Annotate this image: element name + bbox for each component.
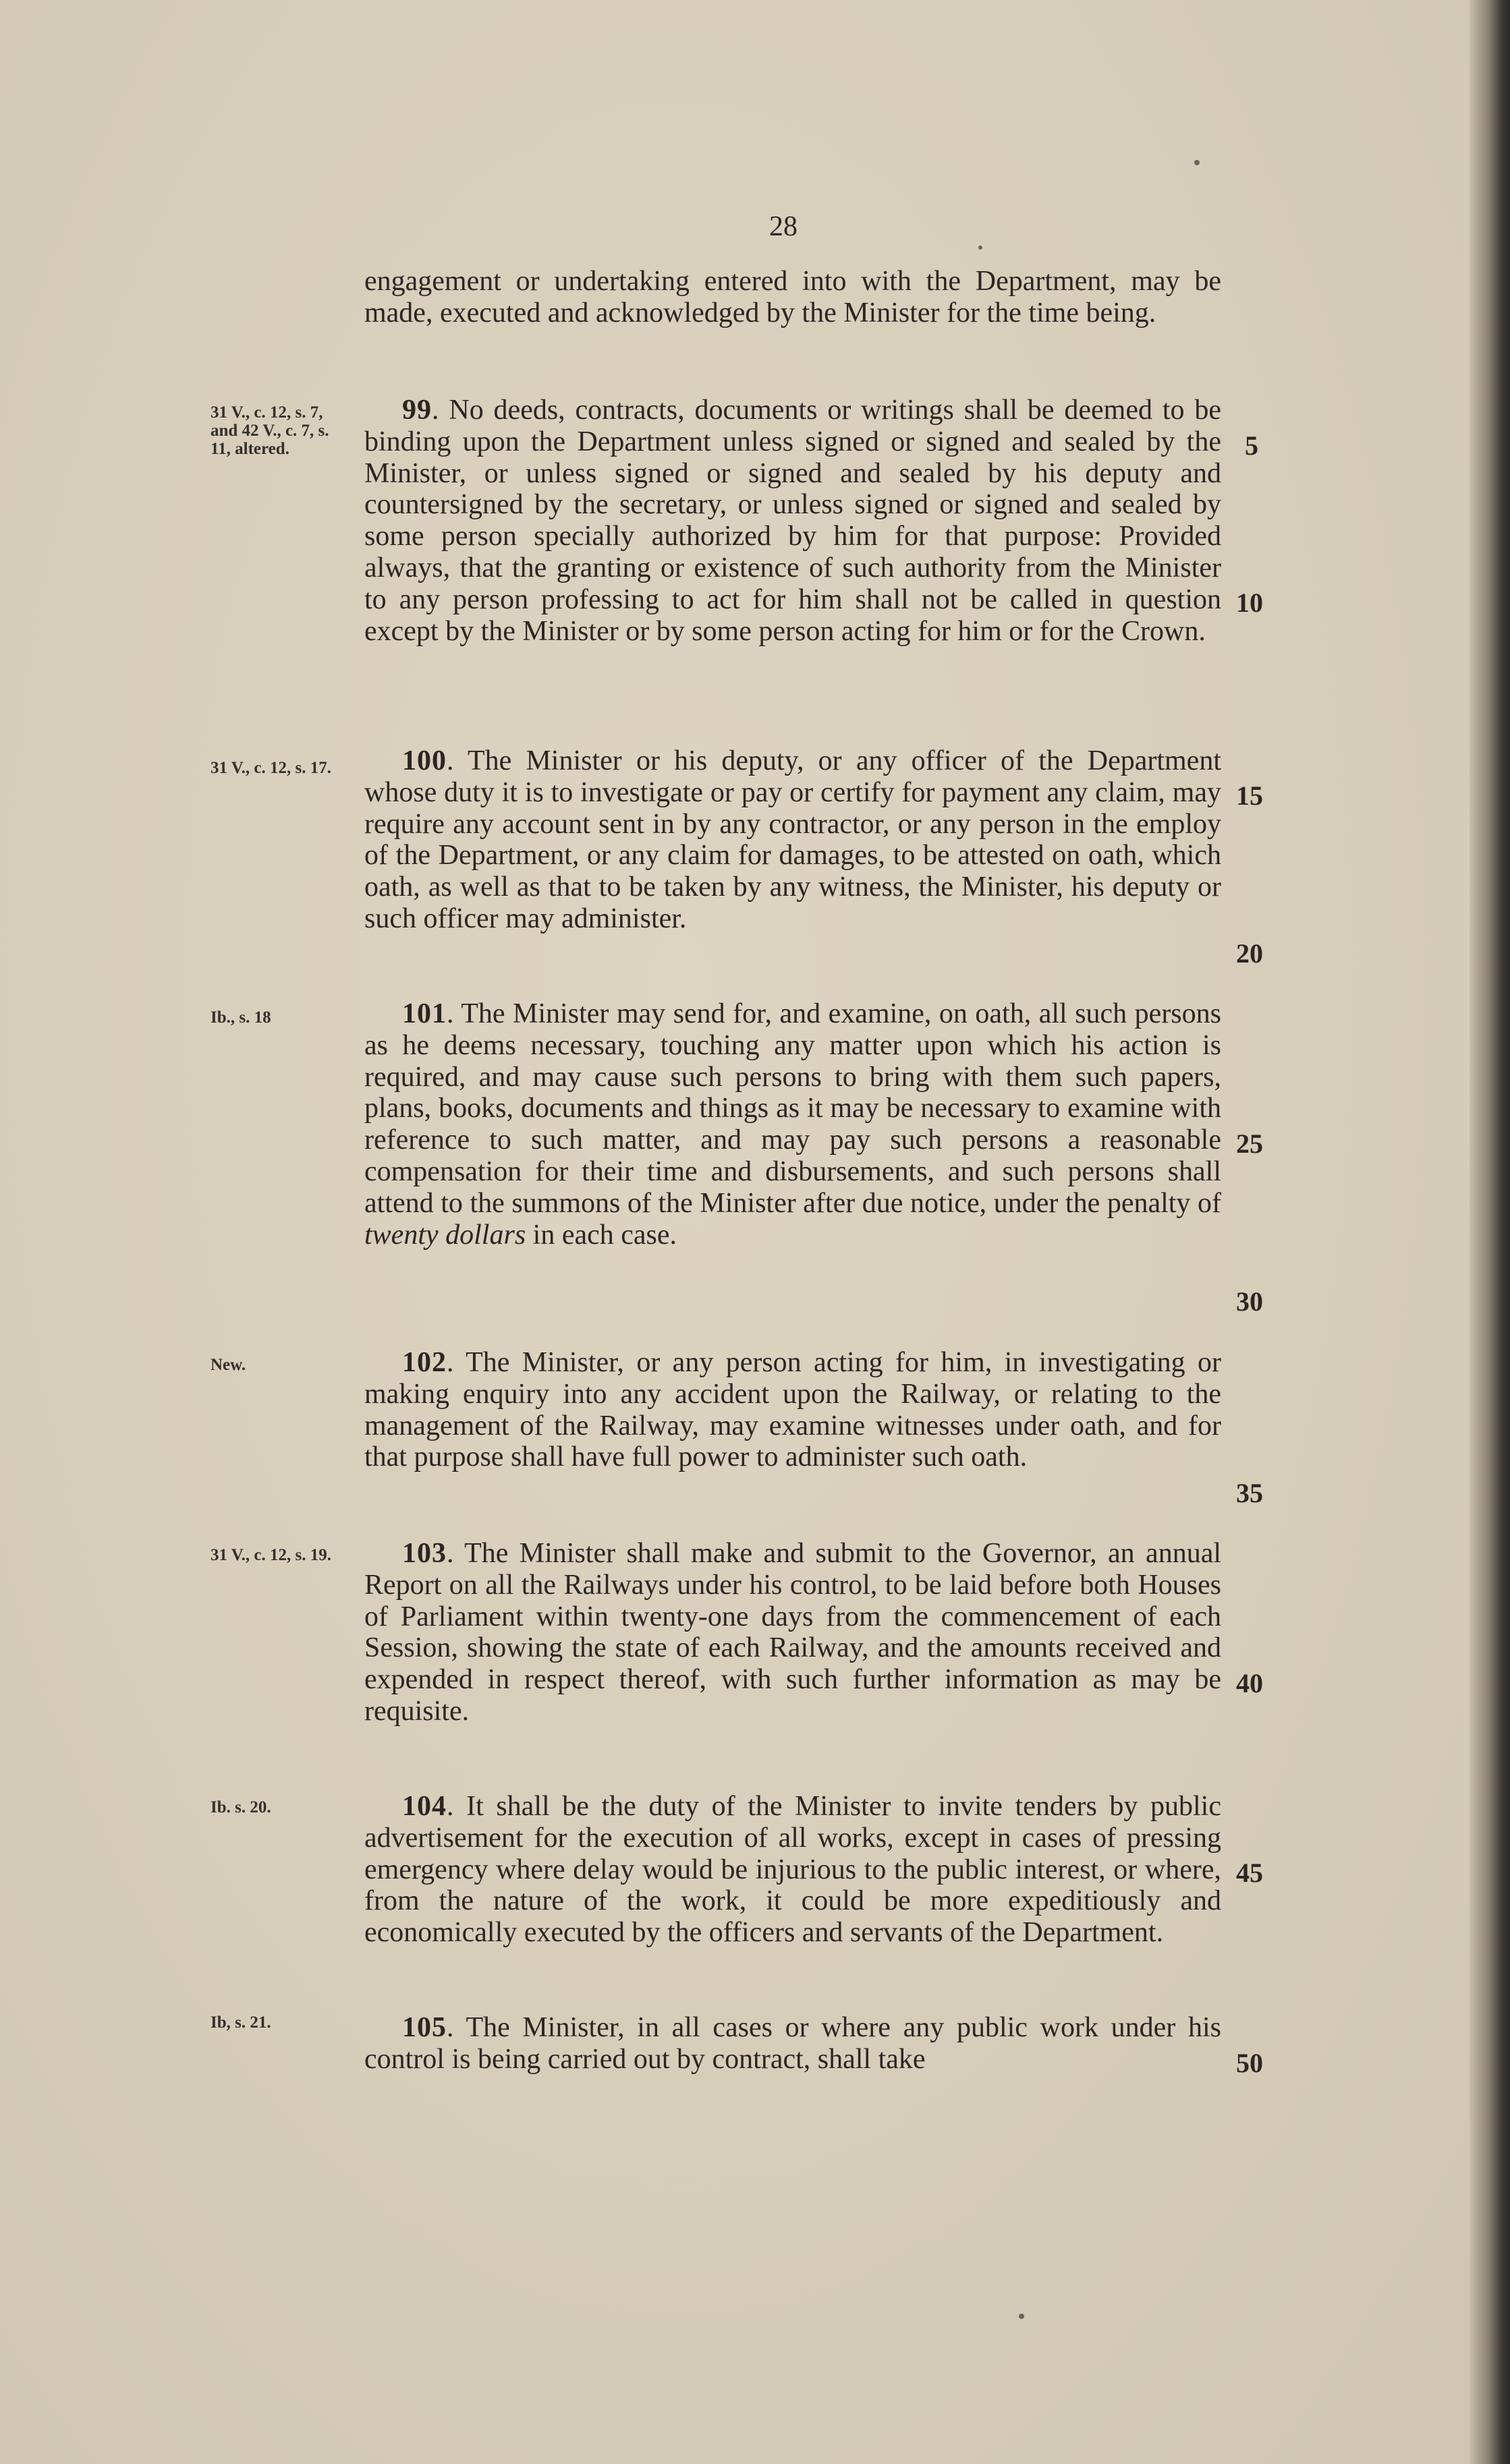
section-number-99: 99 — [402, 395, 432, 426]
margin-note-99: 31 V., c. 12, s. 7, and 42 V., c. 7, s. 11, altered. — [211, 403, 329, 458]
line-number-40: 40 — [1236, 1668, 1263, 1698]
section-101-text-a: . The Minister may send for, and examine, on oath, all such persons as he deems necessary, touching any matter upon which his action is required, and may cause such persons to bring with them such papers, plans, books, documents and things as it may be necessary to examine with reference to such matter, and may pay such persons a reasonable compensation for their time and disbursements, and such persons shall attend to the summons of the Minister after due notice, under the penalty of — [364, 998, 1221, 1219]
line-number-35: 35 — [1236, 1478, 1263, 1508]
margin-note-100: 31 V., c. 12, s. 17. — [211, 759, 331, 777]
margin-note-103: 31 V., c. 12, s. 19. — [211, 1546, 331, 1564]
page-number: 28 — [769, 211, 798, 242]
line-number-30: 30 — [1236, 1286, 1263, 1317]
margin-note-102: New. — [211, 1356, 246, 1374]
section-105-text: . The Minister, in all cases or where any public work under his control is being carried out by contract, shall take — [364, 2012, 1221, 2075]
section-104 — [364, 1791, 1221, 1949]
section-number-102: 102 — [402, 1347, 447, 1378]
section-101 — [364, 998, 1221, 1251]
section-105 — [364, 2012, 1221, 2075]
section-number-105: 105 — [402, 2012, 447, 2043]
section-102-text: . The Minister, or any person acting for him, in investigating or making enquiry into any accident upon the Railway, or relating to the management of the Railway, may examine witnesses under oath, and for that purpose shall have full power to administer such oath. — [364, 1347, 1221, 1473]
section-number-104: 104 — [402, 1791, 447, 1822]
paper-speck — [1194, 160, 1200, 165]
line-number-20: 20 — [1236, 938, 1263, 969]
paper-speck — [978, 246, 982, 250]
margin-note-101: Ib., s. 18 — [211, 1008, 271, 1027]
margin-note-104: Ib. s. 20. — [211, 1798, 271, 1816]
paper-speck — [1019, 2314, 1024, 2319]
section-101-penalty: twenty dollars — [364, 1219, 526, 1251]
margin-note-105: Ib, s. 21. — [211, 2013, 271, 2032]
line-number-50: 50 — [1236, 2048, 1263, 2078]
section-104-text: . It shall be the duty of the Minister to invite tenders by public advertisement for the execution of all works, except in cases of pressing emergency where delay would be injurious to the public interest, or where, from the nature of the work, it could be more expeditiously and economically executed by the officers and servants of the Department. — [364, 1791, 1221, 1949]
line-number-15: 15 — [1236, 780, 1263, 811]
section-101-text-b: in each case. — [526, 1219, 677, 1251]
section-102 — [364, 1347, 1221, 1473]
line-number-25: 25 — [1236, 1128, 1263, 1159]
line-number-45: 45 — [1236, 1858, 1263, 1888]
section-100-text: . The Minister or his deputy, or any officer of the Department whose duty it is to investigate or pay or certify for payment any claim, may require any account sent in by any contractor, or any person in the employ of the Department, or any claim for damages, to be attested on oath, which oath, as well as that to be taken by any witness, the Minister, his deputy or such officer may administer. — [364, 745, 1221, 934]
line-number-5: 5 — [1245, 430, 1258, 461]
section-100 — [364, 745, 1221, 935]
intro-paragraph: engagement or undertaking entered into with the Department, may be made, executed and acknowledged by the Minister for the time being. — [364, 266, 1221, 328]
section-number-103: 103 — [402, 1538, 447, 1569]
section-103-text: . The Minister shall make and submit to the Governor, an annual Report on all the Railways under his control, to be laid before both Houses of Parliament within twenty-one days from the commencement of each Session, showing the state of each Railway, and the amounts received and expended in respect thereof, with such further information as may be requisite. — [364, 1538, 1221, 1727]
section-99-text: . No deeds, contracts, documents or writings shall be deemed to be binding upon the Department unless signed or signed and sealed by the Minister, or unless signed or signed and sealed by his deputy and countersigned by the secretary, or unless signed or signed and sealed by some person specially authorized by him for that purpose: Provided always, that the granting or existence of such authority from the Minister to any person professing to act for him shall not be called in question except by the Minister or by some person acting for him or for the Crown. — [364, 395, 1221, 647]
book-binding-edge — [1470, 0, 1510, 2464]
section-number-100: 100 — [402, 745, 447, 776]
section-number-101: 101 — [402, 998, 447, 1029]
line-number-10: 10 — [1236, 588, 1263, 618]
section-99 — [364, 395, 1221, 647]
section-103 — [364, 1538, 1221, 1727]
